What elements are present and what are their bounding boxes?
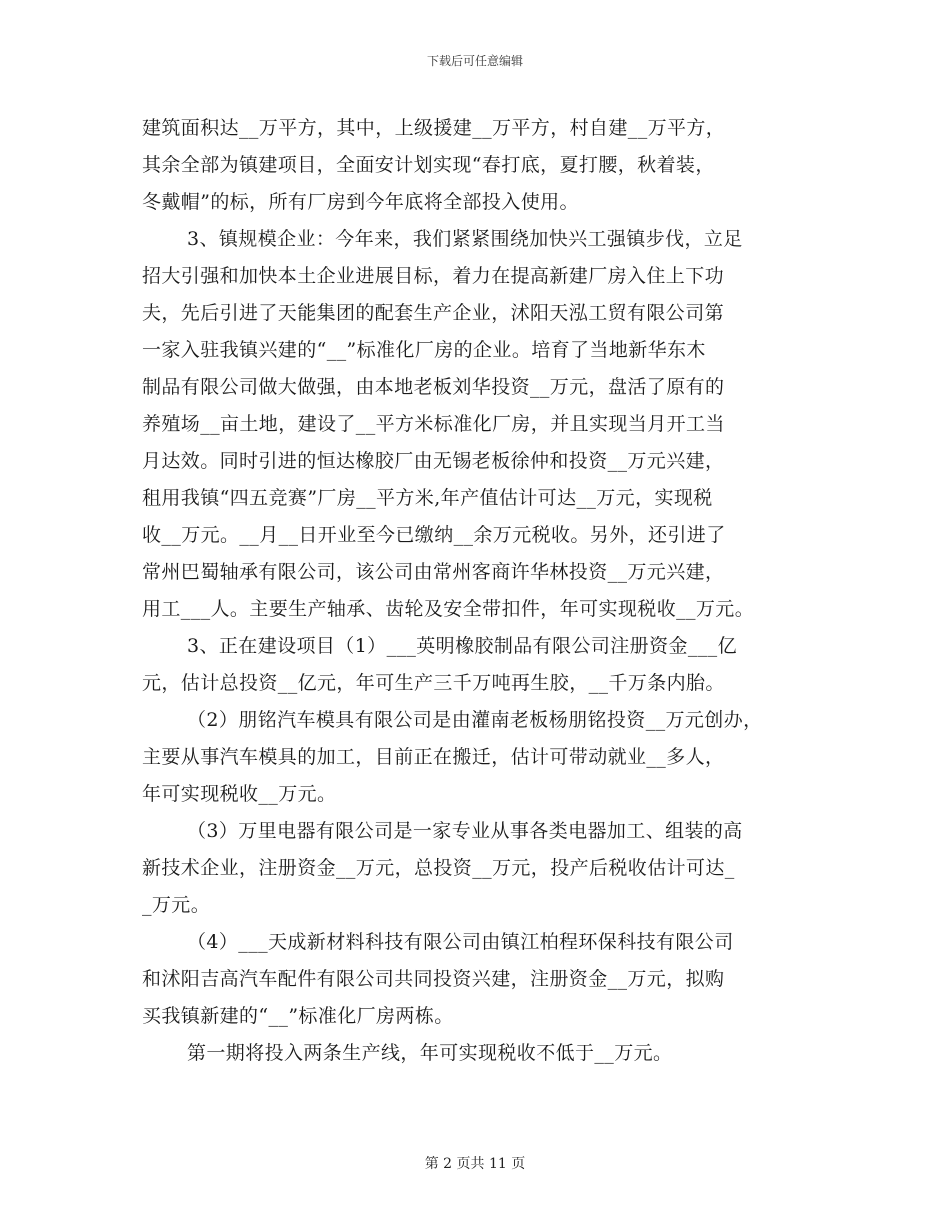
text-line: 月达效。同时引进的恒达橡胶厂由无锡老板徐仲和投资__万元兴建， (142, 450, 725, 472)
text-line: 夫，先后引进了天能集团的配套生产企业，沭阳天泓工贸有限公司第 (142, 302, 725, 324)
text-line: 招大引强和加快本土企业进展目标，着力在提高新建厂房入住上下功 (142, 265, 725, 287)
text-line: 年可实现税收__万元。 (142, 783, 337, 805)
text-line: 3、镇规模企业：今年来，我们紧紧围绕加快兴工强镇步伐，立足 (187, 228, 743, 250)
text-line: 3、正在建设项目（1）___英明橡胶制品有限公司注册资金___亿 (187, 635, 737, 657)
page-header: 下载后可任意编辑 (426, 54, 523, 68)
text-line: 养殖场__亩土地，建设了__平方米标准化厂房，并且实现当月开工当 (142, 413, 725, 435)
text-line: 常州巴蜀轴承有限公司，该公司由常州客商许华林投资__万元兴建， (142, 561, 725, 583)
text-line: 冬戴帽”的标，所有厂房到今年底将全部投入使用。 (142, 191, 579, 213)
text-line: 租用我镇“四五竞赛”厂房__平方米,年产值估计可达__万元，实现税 (142, 487, 713, 509)
text-line: 其余全部为镇建项目，全面安计划实现“春打底，夏打腰，秋着装， (142, 154, 715, 176)
text-line: 新技术企业，注册资金__万元，总投资__万元，投产后税收估计可达_ (142, 857, 735, 879)
text-line: 买我镇新建的“__”标准化厂房两栋。 (142, 1005, 454, 1027)
text-line: _万元。 (142, 894, 211, 916)
text-line: （3）万里电器有限公司是一家专业从事各类电器加工、组装的高 (187, 820, 743, 842)
text-line: （4）___天成新材料科技有限公司由镇江柏程环保科技有限公司 (187, 931, 734, 953)
text-line: （2）朋铭汽车模具有限公司是由灌南老板杨朋铭投资__万元创办， (187, 709, 763, 731)
text-line: 和沭阳吉高汽车配件有限公司共同投资兴建，注册资金__万元，拟购 (142, 968, 725, 990)
text-line: 收__万元。__月__日开业至今已缴纳__余万元税收。另外，还引进了 (142, 524, 726, 546)
text-line: 主要从事汽车模具的加工，目前正在搬迁，估计可带动就业__多人， (142, 746, 725, 768)
text-line: 制品有限公司做大做强，由本地老板刘华投资__万元，盘活了原有的 (142, 376, 725, 398)
text-line: 用工___人。主要生产轴承、齿轮及安全带扣件，年可实现税收__万元。 (142, 598, 755, 620)
text-line: 元，估计总投资__亿元，年可生产三千万吨再生胶，__千万条内胎。 (142, 672, 725, 694)
page-number: 第 2 页共 11 页 (424, 1156, 526, 1172)
text-line: 建筑面积达__万平方，其中，上级援建__万平方，村自建__万平方， (142, 117, 726, 139)
document-body (142, 113, 822, 1075)
text-line: 第一期将投入两条生产线，年可实现税收不低于__万元。 (187, 1042, 673, 1064)
text-line: 一家入驻我镇兴建的“__”标准化厂房的企业。培育了当地新华东木 (142, 339, 706, 361)
